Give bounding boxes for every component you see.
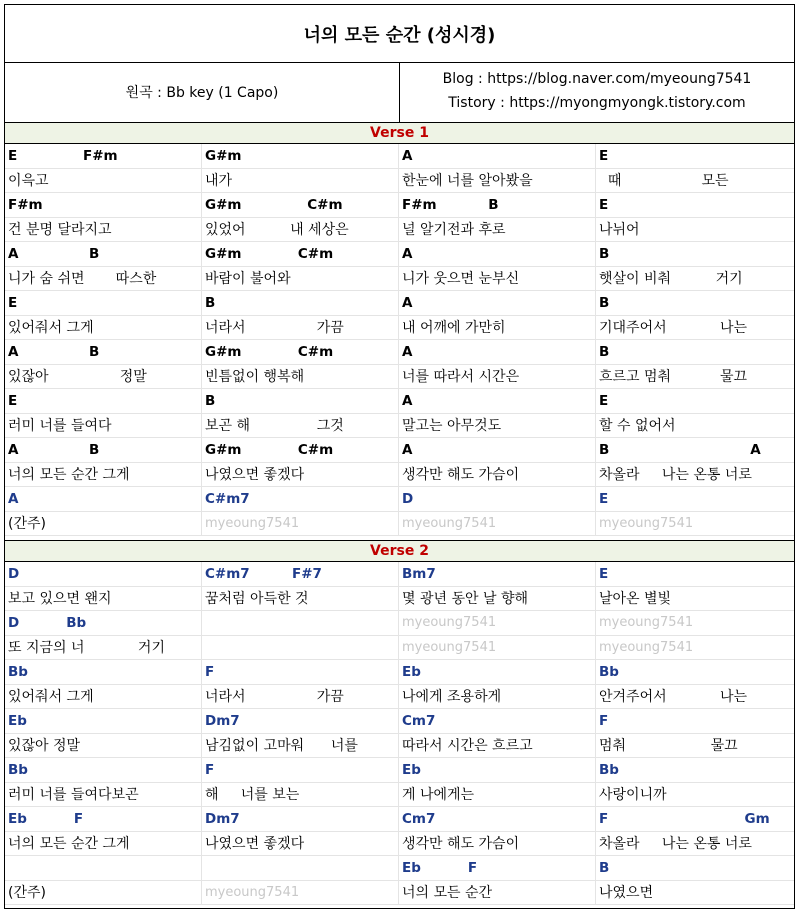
chord-cell: F bbox=[599, 713, 609, 729]
chord-row bbox=[5, 242, 794, 267]
chord-cell: Bb bbox=[599, 664, 619, 680]
chord-cell: E bbox=[599, 491, 609, 507]
watermark-cell: myeoung7541 bbox=[599, 515, 694, 531]
lyric-cell: 있었어 내 세상은 bbox=[202, 218, 399, 242]
lyric-row bbox=[5, 267, 794, 292]
chord-cell: E F#m bbox=[5, 144, 202, 168]
watermark-cell: myeoung7541 bbox=[599, 615, 694, 630]
chord-cell: E bbox=[5, 389, 202, 413]
lyric-cell: 있잖아 정말 bbox=[5, 734, 202, 758]
lyric-cell: 게 나에게는 bbox=[399, 783, 596, 807]
lyric-row bbox=[5, 832, 794, 857]
chord-cell: Cm7 bbox=[399, 807, 596, 831]
chord-cell bbox=[5, 856, 202, 880]
lyric-cell: 따라서 시간은 흐르고 bbox=[399, 734, 596, 758]
blog-link[interactable]: Blog : https://blog.naver.com/myeoung7541 bbox=[442, 71, 752, 87]
chord-row bbox=[5, 144, 794, 169]
lyric-cell: 차올라 나는 온통 너로 bbox=[599, 835, 752, 852]
chord-cell: Dm7 bbox=[202, 807, 399, 831]
lyric-row bbox=[5, 783, 794, 808]
chord-cell: D Bb bbox=[5, 611, 202, 635]
lyric-cell: 러미 너를 들여다보곤 bbox=[5, 783, 202, 807]
chord-cell: Bb bbox=[5, 758, 202, 782]
lyric-row bbox=[5, 169, 794, 194]
lyric-row bbox=[5, 365, 794, 390]
lyric-row bbox=[5, 218, 794, 243]
lyric-cell: 할 수 없어서 bbox=[599, 417, 676, 434]
chord-cell: B bbox=[202, 389, 399, 413]
watermark-cell: myeoung7541 bbox=[202, 512, 399, 536]
lyric-cell: 몇 광년 동안 날 향해 bbox=[399, 587, 596, 611]
verse-2-grid bbox=[5, 562, 794, 905]
lyric-cell: 날아온 별빛 bbox=[599, 590, 672, 607]
lyric-row bbox=[5, 512, 794, 537]
chord-cell: Dm7 bbox=[202, 709, 399, 733]
lyric-row bbox=[5, 685, 794, 710]
chord-cell: E bbox=[599, 566, 609, 582]
tistory-link[interactable]: Tistory : https://myongmyongk.tistory.com bbox=[448, 95, 746, 111]
lyric-cell: 있잖아 정말 bbox=[5, 365, 202, 389]
lyric-cell: 나에게 조용하게 bbox=[399, 685, 596, 709]
lyric-cell: 햇살이 비춰 거기 bbox=[599, 270, 743, 287]
lyric-row bbox=[5, 636, 794, 661]
chord-cell: F Gm bbox=[599, 811, 770, 827]
lyric-cell bbox=[202, 636, 399, 660]
chord-cell: A bbox=[399, 340, 596, 364]
chord-sheet bbox=[4, 4, 795, 909]
chord-cell: A bbox=[399, 291, 596, 315]
lyric-cell: 생각만 해도 가슴이 bbox=[399, 463, 596, 487]
lyric-cell: 안겨주어서 나는 bbox=[599, 688, 748, 705]
chord-row bbox=[5, 611, 794, 636]
chord-cell: Eb bbox=[399, 758, 596, 782]
chord-row bbox=[5, 709, 794, 734]
chord-row bbox=[5, 389, 794, 414]
lyric-cell: 남김없이 고마워 너를 bbox=[202, 734, 399, 758]
chord-cell: Eb F bbox=[5, 807, 202, 831]
chord-cell: Eb F bbox=[399, 856, 596, 880]
chord-cell: A B bbox=[5, 242, 202, 266]
lyric-cell: 러미 너를 들여다 bbox=[5, 414, 202, 438]
lyric-cell: 내 어깨에 가만히 bbox=[399, 316, 596, 340]
chord-row bbox=[5, 807, 794, 832]
chord-cell: A bbox=[5, 487, 202, 511]
chord-cell: E bbox=[599, 197, 609, 213]
chord-cell: A bbox=[399, 144, 596, 168]
chord-cell: B bbox=[599, 860, 610, 876]
chord-row bbox=[5, 193, 794, 218]
chord-cell: B bbox=[202, 291, 399, 315]
lyric-row bbox=[5, 414, 794, 439]
lyric-cell: 너의 모든 순간 그게 bbox=[5, 832, 202, 856]
section-header-verse-2: Verse 2 bbox=[5, 540, 794, 562]
chord-cell: G#m C#m bbox=[202, 340, 399, 364]
lyric-row bbox=[5, 734, 794, 759]
watermark-cell: myeoung7541 bbox=[202, 881, 399, 905]
chord-cell: C#m7 bbox=[202, 487, 399, 511]
chord-cell: D bbox=[5, 562, 202, 586]
lyric-cell: 나였으면 좋겠다 bbox=[202, 832, 399, 856]
chord-cell: E bbox=[5, 291, 202, 315]
chord-cell: Bb bbox=[5, 660, 202, 684]
lyric-row bbox=[5, 316, 794, 341]
chord-cell: A B bbox=[5, 438, 202, 462]
chord-cell: F bbox=[202, 758, 399, 782]
lyric-cell: 또 지금의 너 거기 bbox=[5, 636, 202, 660]
lyric-cell: 바람이 불어와 bbox=[202, 267, 399, 291]
chord-cell: F#m bbox=[5, 193, 202, 217]
lyric-row bbox=[5, 587, 794, 612]
original-key: 원곡 : Bb key (1 Capo) bbox=[5, 62, 400, 122]
watermark-cell: myeoung7541 bbox=[399, 636, 596, 660]
lyric-cell: 해 너를 보는 bbox=[202, 783, 399, 807]
lyric-cell: 나뉘어 bbox=[599, 221, 640, 238]
lyric-cell: 기대주어서 나는 bbox=[599, 319, 748, 336]
chord-row bbox=[5, 291, 794, 316]
lyric-cell: 내가 bbox=[202, 169, 399, 193]
chord-cell: G#m C#m bbox=[202, 242, 399, 266]
lyric-cell: 있어줘서 그게 bbox=[5, 685, 202, 709]
watermark-cell: myeoung7541 bbox=[599, 639, 694, 655]
lyric-cell: 나였으면 좋겠다 bbox=[202, 463, 399, 487]
verse-1-grid bbox=[5, 144, 794, 536]
lyric-cell: 흐르고 멈춰 물끄 bbox=[599, 368, 748, 385]
chord-cell: A bbox=[399, 389, 596, 413]
chord-row bbox=[5, 438, 794, 463]
lyric-cell: 멈춰 물끄 bbox=[599, 737, 738, 754]
lyric-cell: 너라서 가끔 bbox=[202, 316, 399, 340]
watermark-cell: myeoung7541 bbox=[399, 611, 596, 635]
chord-cell: F#m B bbox=[399, 193, 596, 217]
chord-row bbox=[5, 856, 794, 881]
chord-cell: F bbox=[202, 660, 399, 684]
chord-cell: B A bbox=[599, 442, 761, 458]
chord-cell: B bbox=[599, 344, 610, 360]
lyric-cell: 니가 숨 쉬면 따스한 bbox=[5, 267, 202, 291]
lyric-cell: 말고는 아무것도 bbox=[399, 414, 596, 438]
chord-cell: C#m7 F#7 bbox=[202, 562, 399, 586]
chord-cell: Bm7 bbox=[399, 562, 596, 586]
song-title: 너의 모든 순간 (성시경) bbox=[5, 5, 794, 63]
info-row bbox=[5, 62, 794, 123]
lyric-cell: 널 알기전과 후로 bbox=[399, 218, 596, 242]
chord-cell: G#m bbox=[202, 144, 399, 168]
lyric-cell: 생각만 해도 가슴이 bbox=[399, 832, 596, 856]
chord-cell: Cm7 bbox=[399, 709, 596, 733]
lyric-row bbox=[5, 463, 794, 488]
lyric-cell: 너를 따라서 시간은 bbox=[399, 365, 596, 389]
lyric-cell: 니가 웃으면 눈부신 bbox=[399, 267, 596, 291]
chord-row bbox=[5, 660, 794, 685]
chord-row bbox=[5, 340, 794, 365]
lyric-cell: 꿈처럼 아득한 것 bbox=[202, 587, 399, 611]
lyric-cell: (간주) bbox=[5, 881, 202, 905]
chord-cell: D bbox=[399, 487, 596, 511]
lyric-cell: 사랑이니까 bbox=[599, 786, 667, 803]
chord-cell: Bb bbox=[599, 762, 619, 778]
chord-cell bbox=[202, 611, 399, 635]
lyric-cell: 너라서 가끔 bbox=[202, 685, 399, 709]
lyric-cell: 한눈에 너를 알아봤을 bbox=[399, 169, 596, 193]
lyric-cell: 보고 있으면 왠지 bbox=[5, 587, 202, 611]
lyric-cell: 있어줘서 그게 bbox=[5, 316, 202, 340]
lyric-cell: 때 모든 bbox=[599, 172, 729, 189]
watermark-cell: myeoung7541 bbox=[399, 512, 596, 536]
chord-cell: Eb bbox=[5, 709, 202, 733]
chord-cell: A bbox=[399, 242, 596, 266]
chord-cell: G#m C#m bbox=[202, 438, 399, 462]
links-cell bbox=[400, 62, 794, 122]
chord-cell: E bbox=[599, 393, 609, 409]
lyric-cell: 너의 모든 순간 그게 bbox=[5, 463, 202, 487]
chord-row bbox=[5, 487, 794, 512]
chord-cell: Eb bbox=[399, 660, 596, 684]
lyric-cell: 너의 모든 순간 bbox=[399, 881, 596, 905]
chord-cell: A B bbox=[5, 340, 202, 364]
chord-cell: E bbox=[599, 148, 609, 164]
chord-cell: B bbox=[599, 246, 610, 262]
chord-cell: G#m C#m bbox=[202, 193, 399, 217]
lyric-cell: 빈틈없이 행복해 bbox=[202, 365, 399, 389]
chord-row bbox=[5, 758, 794, 783]
lyric-cell: 보곤 해 그것 bbox=[202, 414, 399, 438]
lyric-cell: 건 분명 달라지고 bbox=[5, 218, 202, 242]
chord-row bbox=[5, 562, 794, 587]
lyric-cell: (간주) bbox=[5, 512, 202, 536]
chord-cell: B bbox=[599, 295, 610, 311]
lyric-row bbox=[5, 881, 794, 906]
chord-cell bbox=[202, 856, 399, 880]
lyric-cell: 차올라 나는 온통 너로 bbox=[599, 466, 752, 483]
section-header-verse-1: Verse 1 bbox=[5, 122, 794, 144]
chord-cell: A bbox=[399, 438, 596, 462]
lyric-cell: 이윽고 bbox=[5, 169, 202, 193]
lyric-cell: 나였으면 bbox=[599, 884, 654, 901]
